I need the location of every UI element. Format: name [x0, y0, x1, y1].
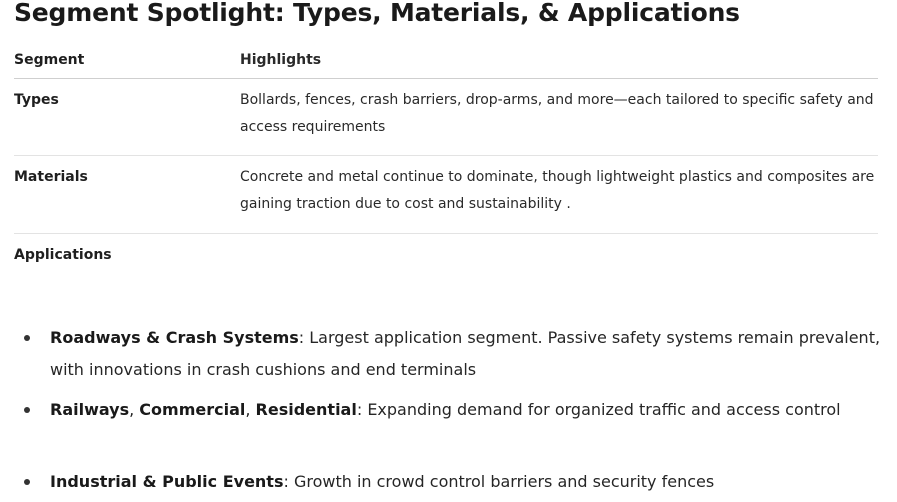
- bullet-sep-1: ,: [129, 400, 140, 419]
- list-item-roadways: [22, 322, 882, 394]
- table-row-applications: [14, 234, 878, 294]
- bullet-dot-icon: [24, 335, 30, 341]
- bullet-bold-industrial: Industrial & Public Events: [50, 472, 284, 491]
- applications-list: [22, 322, 882, 498]
- bullet-text-railways: : Expanding demand for organized traffic and access control: [356, 400, 841, 419]
- bullet-dot-icon: [24, 479, 30, 485]
- bullet-text-roadways: : Largest application segment. Passive safety systems remain prevalent, with innovations in crash cushions and end terminals: [50, 328, 881, 379]
- header-highlights: Highlights: [240, 52, 322, 68]
- table-row-materials: [14, 156, 878, 234]
- bullet-bold-railways: Railways: [50, 400, 130, 419]
- list-item-industrial: [22, 466, 882, 498]
- bullet-sep-2: ,: [245, 400, 256, 419]
- segment-table: [14, 44, 878, 294]
- highlights-materials: Concrete and metal continue to dominate, though lightweight plastics and composites are gaining traction due to cost and sustainability .: [240, 169, 875, 212]
- highlights-types: Bollards, fences, crash barriers, drop-arms, and more—each tailored to specific safety and access requirements: [240, 92, 874, 135]
- list-item-railways: [22, 394, 882, 466]
- segment-types: Types: [14, 92, 59, 108]
- bullet-bold-residential: Residential: [255, 400, 357, 419]
- header-segment: Segment: [14, 52, 85, 68]
- bullet-text-industrial: : Growth in crowd control barriers and security fences: [283, 472, 715, 491]
- table-header-row: [14, 44, 878, 79]
- segment-applications: Applications: [14, 247, 112, 263]
- table-row-types: [14, 79, 878, 156]
- segment-materials: Materials: [14, 169, 88, 185]
- page-title: Segment Spotlight: Types, Materials, & Applications: [14, 0, 740, 27]
- bullet-bold-roadways: Roadways & Crash Systems: [50, 328, 299, 347]
- bullet-bold-commercial: Commercial: [139, 400, 246, 419]
- bullet-dot-icon: [24, 407, 30, 413]
